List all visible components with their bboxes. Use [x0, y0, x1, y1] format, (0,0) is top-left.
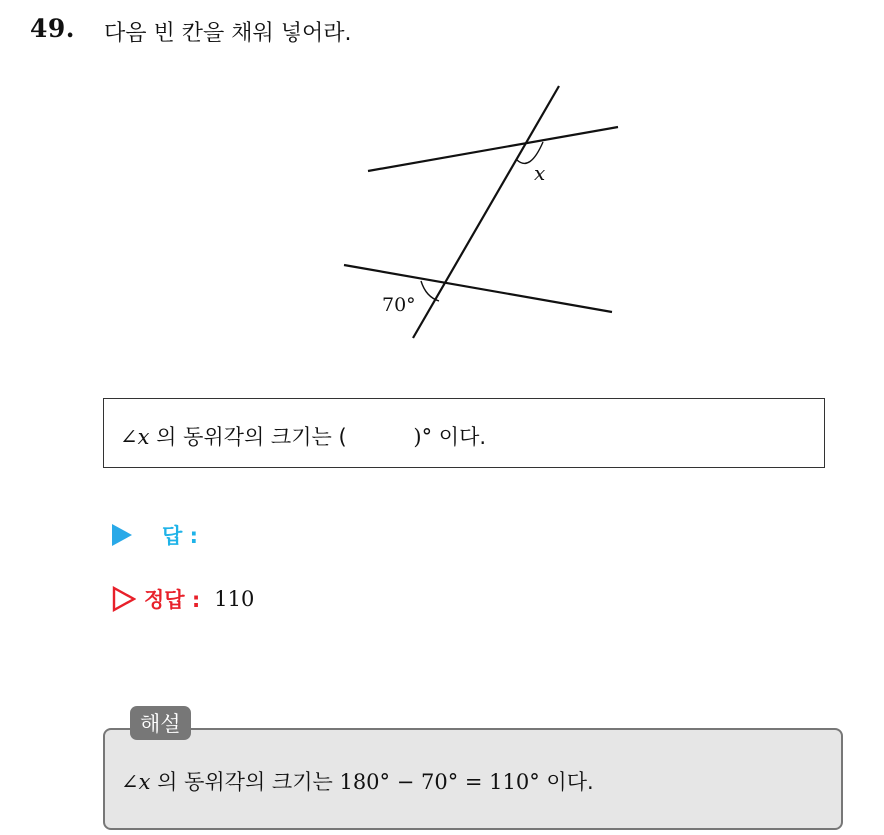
explanation-text-before: 의 동위각의 크기는	[150, 770, 340, 794]
prompt-text-end: 이다.	[432, 425, 487, 449]
prompt-angle-symbol: ∠x	[120, 425, 150, 449]
explanation-tag: 해설	[130, 706, 191, 740]
explanation-box	[103, 728, 843, 830]
answer-row	[112, 520, 198, 550]
outline-play-icon	[112, 586, 136, 612]
prompt-box	[103, 398, 825, 468]
question-number: 49.	[30, 14, 75, 43]
geometry-figure	[330, 80, 630, 350]
explanation-equation: 180° − 70° = 110°	[339, 770, 540, 794]
explanation-angle-symbol: ∠x	[121, 770, 151, 794]
prompt-text	[120, 421, 486, 451]
answer-label: 답 :	[162, 524, 198, 548]
angle-x-label: x	[534, 161, 546, 185]
correct-answer-label: 정답 :	[144, 588, 201, 612]
prompt-text-before: 의 동위각의 크기는 (	[149, 425, 347, 449]
question-text: 다음 빈 칸을 채워 넣어라.	[104, 21, 352, 46]
explanation-text-end: 이다.	[539, 770, 594, 794]
upper-line	[368, 127, 618, 171]
play-icon	[112, 524, 132, 546]
prompt-blank[interactable]	[347, 425, 414, 449]
transversal-line	[413, 86, 559, 338]
angle-70-label: 70°	[382, 294, 416, 316]
explanation-text	[121, 766, 594, 796]
correct-answer-value: 110	[214, 587, 255, 611]
correct-answer-row	[112, 584, 254, 614]
prompt-text-after: )°	[413, 425, 433, 449]
